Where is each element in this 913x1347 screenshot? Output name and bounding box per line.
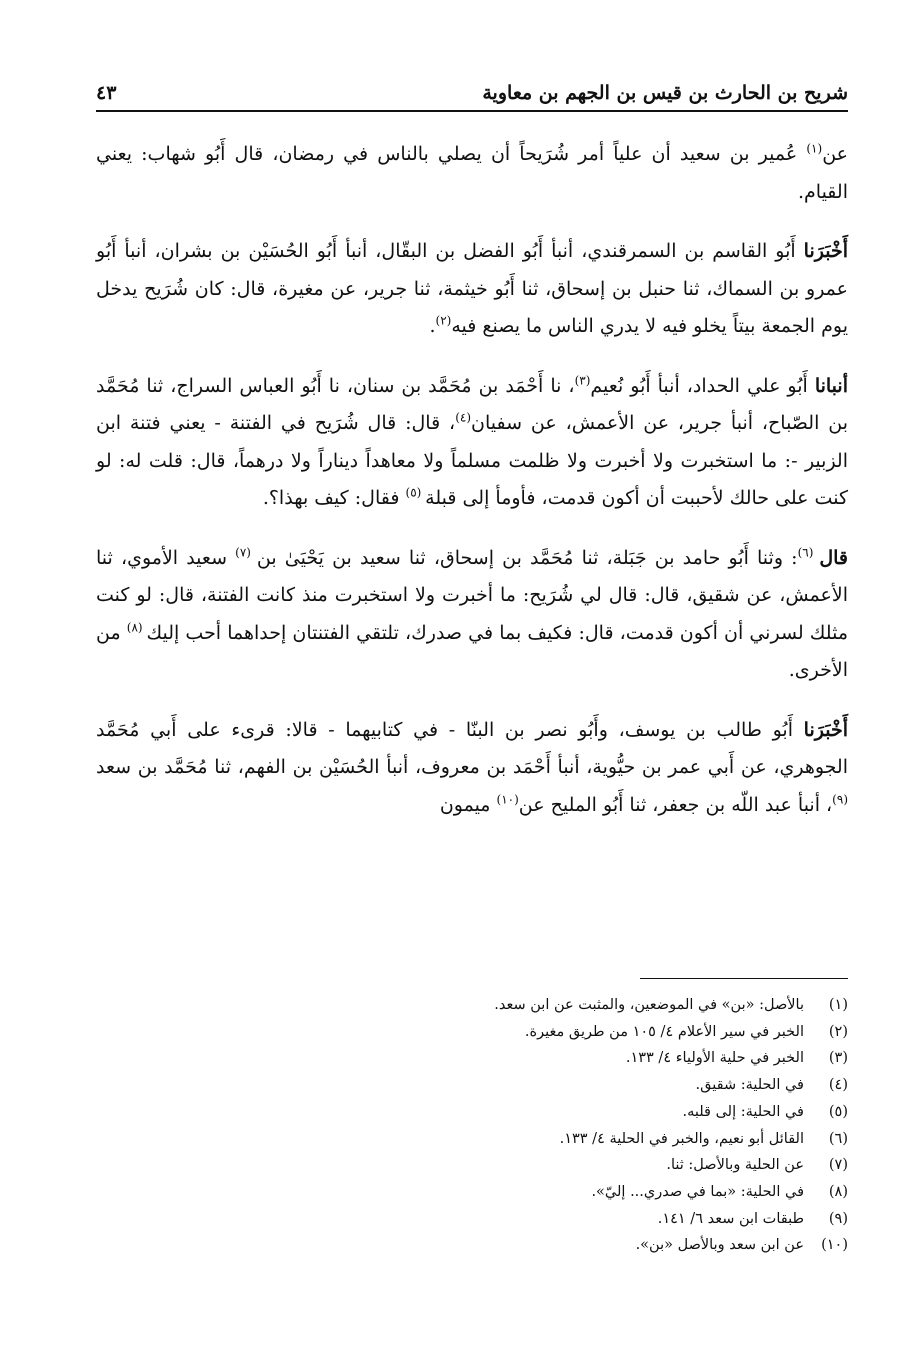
footnote-number: (٢) xyxy=(828,1023,848,1040)
footnote-item xyxy=(96,1099,848,1126)
text-segment: ، قال: قال شُرَيح في الفتنة - يعني فتنة ابن الزبير -: ما استخبرت ولا أخبرت ولا ظلمت مسلماً ولا معاهداً ديناراً ولا درهماً، قال: قلت له: لو كنت على حالك لأحببت أن أكون قدمت، فأومأ إلى قبلة xyxy=(96,412,848,509)
paragraph xyxy=(96,368,848,518)
footnote-number: (٨) xyxy=(828,1183,848,1200)
text-segment: أَبُو القاسم بن السمرقندي، أنبأ أَبُو الفضل بن البقّال، أنبأ أَبُو الحُسَيْن بن بشران، أنبأ أَبُو عمرو بن السماك، ثنا حنبل بن إسحاق، ثنا أَبُو خيثمة، ثنا جرير، عن مغيرة، قال: كان شُرَيح يدخل يوم الجمعة بيتاً يخلو فيه لا يدري الناس ما يصنع فيه xyxy=(96,240,848,337)
footnote-number: (٧) xyxy=(828,1157,848,1174)
paragraph-lead-word: قال xyxy=(819,546,848,569)
paragraph-lead-word: أَخْبَرَنا xyxy=(803,718,848,741)
footnote-text: الخبر في حلية الأولياء ٤/ ١٣٣. xyxy=(625,1050,804,1067)
footnote-number: (٤) xyxy=(828,1077,848,1094)
footnote-reference: (٤) xyxy=(455,410,472,425)
footnote-number: (٣) xyxy=(828,1050,848,1067)
footnote-number: (٥) xyxy=(828,1103,848,1120)
footnote-reference: (٢) xyxy=(435,313,452,328)
paragraph-lead-word: أنبانا xyxy=(814,374,848,397)
footnote-item xyxy=(96,1179,848,1206)
main-text xyxy=(96,136,848,846)
footnote-reference: (٧) xyxy=(235,545,257,560)
text-segment: . xyxy=(429,315,436,337)
footnote-item xyxy=(96,1206,848,1233)
footnote-text: بالأصل: «بن» في الموضعين، والمثبت عن ابن سعد. xyxy=(494,997,804,1013)
footnote-reference: (٨) xyxy=(126,620,147,635)
footnote-reference: (٣) xyxy=(574,373,591,388)
footnote-text: عن الحلية وبالأصل: ثنا. xyxy=(666,1157,804,1174)
footnote-reference: (١) xyxy=(806,141,823,156)
footnote-reference: (٥) xyxy=(405,485,426,500)
footnote-item xyxy=(96,1126,848,1153)
text-segment: أَبُو طالب بن يوسف، وأَبُو نصر بن البنّا - في كتابيهما - قالا: قرىء على أَبي مُحَمَّد الجوهري، عن أَبي عمر بن حيُّوية، أنبأ أَحْمَد بن معروف، أنبأ الحُسَيْن بن الفهم، ثنا مُحَمَّد بن سعد xyxy=(96,718,848,778)
footnote-text: في الحلية: شقيق. xyxy=(695,1077,804,1094)
footnote-text: في الحلية: إلى قلبه. xyxy=(682,1103,804,1120)
footnote-separator xyxy=(640,978,848,979)
running-header xyxy=(96,72,848,112)
footnote-number: (٩) xyxy=(828,1210,848,1227)
footnote-reference: (٩) xyxy=(832,792,848,807)
footnote-reference: (١٠) xyxy=(496,792,519,807)
text-segment: عُمير بن سعيد أن علياً أمر شُرَيحاً أن يصلي بالناس في رمضان، قال أَبُو شهاب: يعني القيام. xyxy=(96,143,848,203)
footnote-text: في الحلية: «بما في صدري... إليّ». xyxy=(591,1183,804,1200)
text-segment: من الأخرى. xyxy=(96,621,848,681)
footnote-number: (٦) xyxy=(828,1130,848,1147)
text-segment: ميمون xyxy=(439,793,497,816)
footnote-text: عن ابن سعد وبالأصل «بن». xyxy=(635,1237,804,1254)
paragraph xyxy=(96,233,848,346)
footnote-item xyxy=(96,1072,848,1099)
text-segment: عن xyxy=(822,143,848,165)
footnote-item xyxy=(96,1152,848,1179)
footnotes xyxy=(96,992,848,1259)
text-segment: ، نا أَحْمَد بن مُحَمَّد بن سنان، نا أَبُو العباس السراج، ثنا مُحَمَّد بن الصّباح، أنبأ جرير، عن الأعمش، عن سفيان xyxy=(96,374,848,434)
text-segment: سعيد الأموي، ثنا الأعمش، عن شقيق، قال: قال لي شُرَيح: ما أخبرت ولا استخبرت منذ كانت الفتنة، قال: لو كنت مثلك لسرني أن أكون قدمت، قال: فكيف بما في صدرك، تلتقي الفتنتان إحداهما أحب إليك xyxy=(96,546,849,644)
footnote-number: (١) xyxy=(828,997,848,1013)
footnote-item xyxy=(96,1045,848,1072)
paragraph xyxy=(96,540,848,690)
paragraph-lead-word: أَخْبَرَنا xyxy=(803,240,848,262)
footnote-text: طبقات ابن سعد ٦/ ١٤١. xyxy=(657,1210,804,1227)
footnote-item xyxy=(96,1232,848,1259)
paragraph xyxy=(96,712,848,825)
footnote-text: الخبر في سير الأعلام ٤/ ١٠٥ من طريق مغيرة. xyxy=(524,1023,804,1040)
footnote-number: (١٠) xyxy=(821,1237,848,1254)
paragraph xyxy=(96,136,848,211)
footnote-text: القائل أبو نعيم، والخبر في الحلية ٤/ ١٣٣. xyxy=(559,1130,804,1147)
page-number: ٤٣ xyxy=(96,82,117,104)
text-segment: فقال: كيف بهذا؟. xyxy=(262,487,406,509)
footnote-reference: (٦) xyxy=(797,545,820,560)
text-segment: أَبُو علي الحداد، أنبأ أَبُو نُعيم xyxy=(590,374,815,397)
footnote-item xyxy=(96,992,848,1019)
header-title: شريح بن الحارث بن قيس بن الجهم بن معاوية xyxy=(482,82,848,104)
text-segment: : وثنا أَبُو حامد بن جَبَلة، ثنا مُحَمَّد بن إسحاق، ثنا سعيد بن يَحْيَىٰ بن xyxy=(256,546,798,569)
footnote-item xyxy=(96,1019,848,1046)
text-segment: ، أنبأ عبد اللّه بن جعفر، ثنا أَبُو المليح عن xyxy=(518,793,833,816)
